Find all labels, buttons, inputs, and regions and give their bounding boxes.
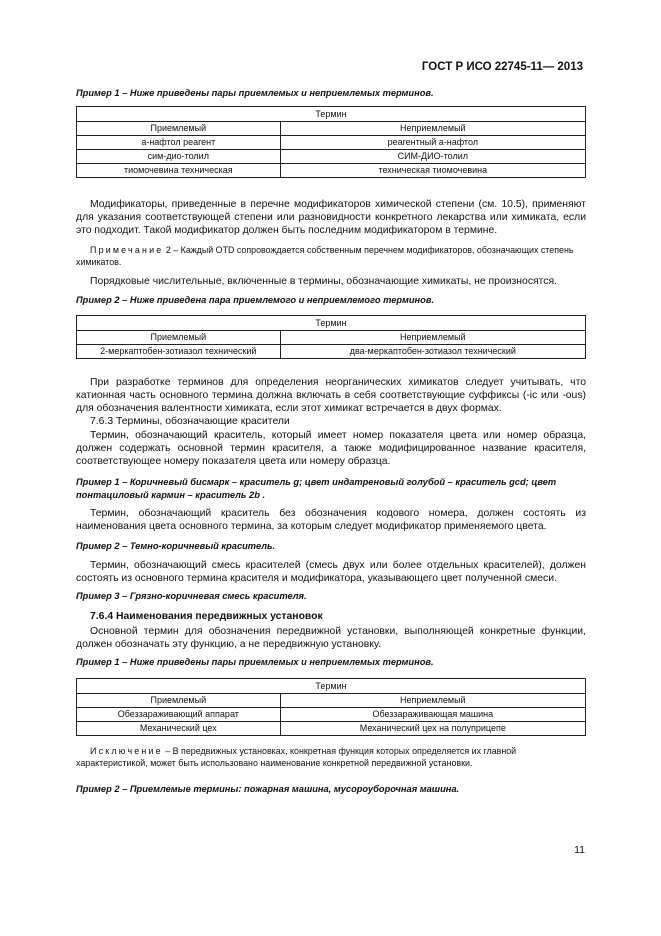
example-dye-1: Пример 1 – Коричневый бисмарк – краситель g; цвет индатреновый голубой – краситель gcd; цвет понтациловый кармин – краситель 2b . <box>76 477 557 500</box>
note-text: 2 – Каждый OTD сопровождается собственным перечнем модификаторов, обозначающих степень химикатов. <box>76 245 574 267</box>
table-row <box>77 722 586 736</box>
exception-text: – В передвижных установках, конкретная функция которых определяется их главной характеристикой, может быть использовано наименование конкретной передвижной установки. <box>76 746 517 768</box>
paragraph-ordinals: Порядковые числительные, включенные в термины, обозначающие химикаты, не произносятся. <box>90 276 557 287</box>
paragraph-dye-no-code: Термин, обозначающий краситель без обозначения кодового номера, должен состоять из наименования цвета основного термина, за которым следует модификатор применяемого цвета. <box>76 508 586 532</box>
paragraph-inorganic: При разработке терминов для определения неорганических химикатов следует учитывать, что катионная часть основного термина должна включать в себя соответствующие суффиксы (-ic или -ous) для обозначения валентности химиката, если этот химикат встречается в двух формах. <box>76 377 586 414</box>
table-1-title: Термин <box>77 107 586 122</box>
note-label: Примечание <box>90 245 164 255</box>
example-dye-3: Пример 3 – Грязно-коричневая смесь красителя. <box>76 591 307 601</box>
example-dye-2: Пример 2 – Темно-коричневый краситель. <box>76 541 276 551</box>
paragraph-mobile-units: Основной термин для обозначения передвижной установки, выполняющей конкретные функции, должен обозначать эту функцию, а не передвижную установку. <box>76 626 586 650</box>
table-cell: реагентный а-нафтол <box>280 136 585 150</box>
example-mobile-2: Пример 2 – Приемлемые термины: пожарная машина, мусороуборочная машина. <box>76 784 460 794</box>
table-2-col-acceptable: Приемлемый <box>77 331 281 345</box>
table-cell: 2-меркаптобен-зотиазол технический <box>77 345 281 359</box>
paragraph-dye-mix: Термин, обозначающий смесь красителей (смесь двух или более отдельных красителей), должен состоять из основного термина красителя и модификатора, указывающего цвет полученной смеси. <box>76 560 586 584</box>
exception-label: Исключение <box>90 746 163 756</box>
table-2-title: Термин <box>77 316 586 331</box>
table-cell: Механический цех <box>77 722 281 736</box>
paragraph-modifiers: Модификаторы, приведенные в перечне модификаторов химической степени (см. 10.5), применяют для указания соответствующей степени или разновидности конкретного лекарства или химиката, если это подходит. Такой модификатор должен быть последним модификатором в термине. <box>76 199 586 236</box>
table-cell: тиомочевина техническая <box>77 164 281 178</box>
table-row <box>77 708 586 722</box>
table-3-title: Термин <box>77 679 586 694</box>
example-mobile-1: Пример 1 – Ниже приведены пары приемлемых и неприемлемых терминов. <box>76 657 434 667</box>
table-cell: Обеззараживающий аппарат <box>77 708 281 722</box>
exception-note <box>76 745 586 769</box>
example-2: Пример 2 – Ниже приведена пара приемлемого и неприемлемого терминов. <box>76 295 435 305</box>
page-header: ГОСТ Р ИСО 22745-11— 2013 <box>421 61 583 73</box>
table-cell: сим-дио-толил <box>77 150 281 164</box>
table-row <box>77 150 586 164</box>
table-3 <box>76 678 586 736</box>
page-number: 11 <box>574 844 585 856</box>
table-3-col-acceptable: Приемлемый <box>77 694 281 708</box>
section-7-6-4: 7.6.4 Наименования передвижных установок <box>90 611 323 622</box>
table-cell: техническая тиомочевина <box>280 164 585 178</box>
table-1 <box>76 106 586 178</box>
table-cell: Механический цех на полуприцепе <box>280 722 585 736</box>
table-row <box>77 136 586 150</box>
table-2 <box>76 315 586 359</box>
table-1-col-acceptable: Приемлемый <box>77 122 281 136</box>
table-cell: Обеззараживающая машина <box>280 708 585 722</box>
table-2-col-unacceptable: Неприемлемый <box>280 331 585 345</box>
table-1-col-unacceptable: Неприемлемый <box>280 122 585 136</box>
paragraph-dye-number: Термин, обозначающий краситель, который имеет номер показателя цвета или номер образца, должен содержать основной термин красителя, а также модифицированное название красителя, соответствующее номеру показателя цвета или номеру образца. <box>76 430 586 467</box>
example-1: Пример 1 – Ниже приведены пары приемлемых и неприемлемых терминов. <box>76 88 434 98</box>
note-2 <box>76 244 586 268</box>
section-7-6-3: 7.6.3 Термины, обозначающие красители <box>90 416 290 427</box>
table-cell: СИМ-ДИО-толил <box>280 150 585 164</box>
table-cell: а-нафтол реагент <box>77 136 281 150</box>
table-cell: два-меркаптобен-зотиазол технический <box>280 345 585 359</box>
table-3-col-unacceptable: Неприемлемый <box>280 694 585 708</box>
table-row <box>77 164 586 178</box>
table-row <box>77 345 586 359</box>
